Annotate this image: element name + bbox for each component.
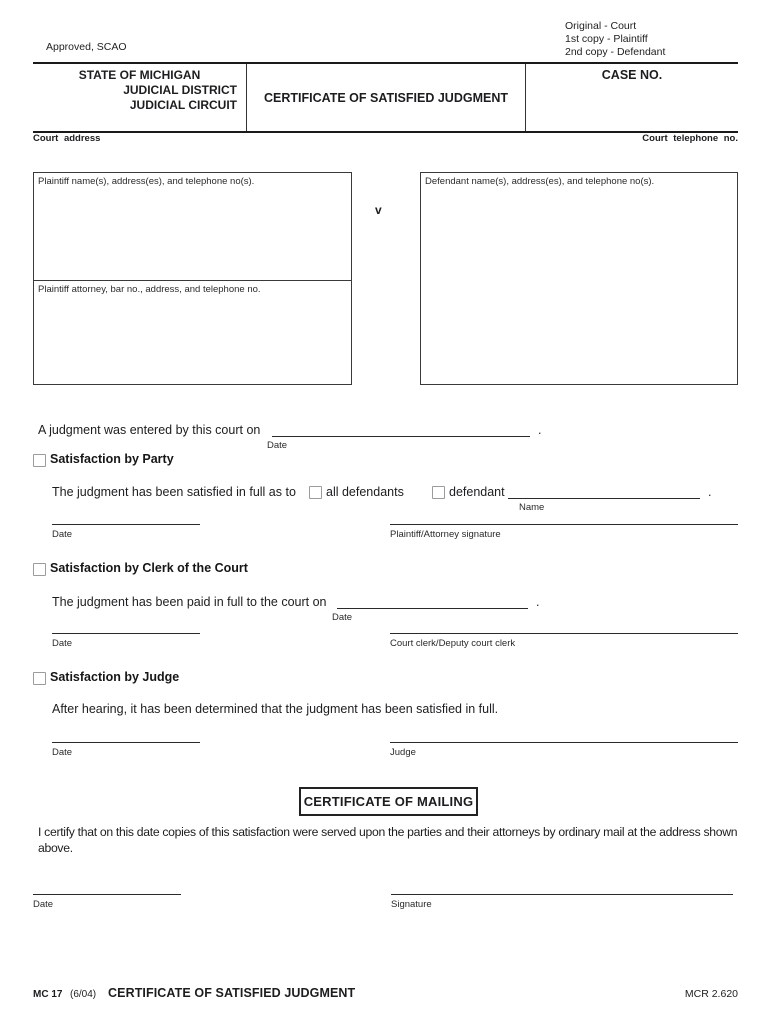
clerk-paid-date-field[interactable]	[337, 608, 528, 609]
copy-second: 2nd copy - Defendant	[565, 46, 666, 58]
satisfaction-by-party-heading: Satisfaction by Party	[50, 452, 174, 466]
form-code: MC 17	[33, 989, 63, 1000]
party-signature-label: Plaintiff/Attorney signature	[390, 529, 501, 540]
form-revision: (6/04)	[70, 989, 97, 1000]
mailing-date-line[interactable]	[33, 894, 181, 895]
court-jurisdiction-cell	[33, 64, 246, 131]
judgment-sentence-period: .	[538, 423, 542, 437]
party-sentence-period: .	[708, 485, 712, 499]
copy-distribution-list	[565, 20, 665, 59]
mailing-signature-line[interactable]	[391, 894, 733, 895]
party-date-line[interactable]	[52, 524, 200, 525]
judicial-district-label: JUDICIAL DISTRICT	[123, 83, 237, 97]
plaintiff-box[interactable]	[33, 172, 352, 385]
judicial-circuit-label: JUDICIAL CIRCUIT	[129, 98, 237, 112]
clerk-signature-label: Court clerk/Deputy court clerk	[390, 638, 516, 649]
case-number-label: CASE NO.	[601, 68, 663, 82]
defendant-name-field[interactable]	[508, 498, 700, 499]
defendant-option-label: defendant	[449, 485, 505, 499]
party-signature-line[interactable]	[390, 524, 738, 525]
form-header-box	[33, 62, 738, 133]
clerk-sentence: The judgment has been paid in full to the court on	[52, 595, 327, 609]
judgment-entered-sentence: A judgment was entered by this court on	[38, 423, 261, 437]
clerk-sentence-period: .	[536, 595, 540, 609]
approved-scao-label: Approved, SCAO	[46, 41, 127, 53]
judge-signature-label: Judge	[390, 747, 416, 758]
satisfaction-by-judge-heading: Satisfaction by Judge	[50, 670, 180, 684]
mailing-date-label: Date	[33, 899, 54, 910]
versus-label: v	[375, 203, 382, 217]
state-title: STATE OF MICHIGAN	[78, 68, 201, 82]
satisfaction-by-clerk-heading: Satisfaction by Clerk of the Court	[50, 561, 248, 575]
clerk-signature-line[interactable]	[390, 633, 738, 634]
satisfaction-by-clerk-checkbox[interactable]	[33, 563, 46, 576]
all-defendants-checkbox[interactable]	[309, 486, 322, 499]
judgment-date-field[interactable]	[272, 436, 530, 437]
clerk-date-line[interactable]	[52, 633, 200, 634]
mailing-signature-label: Signature	[391, 899, 432, 910]
copy-original: Original - Court	[565, 20, 637, 32]
judge-date-line[interactable]	[52, 742, 200, 743]
mailing-certify-paragraph: I certify that on this date copies of this satisfaction were served upon the parties and their attorneys by ordinary mail at the address shown above.	[38, 825, 738, 855]
judge-sentence: After hearing, it has been determined that the judgment has been satisfied in full.	[52, 702, 499, 716]
case-number-cell[interactable]	[525, 64, 738, 131]
judge-date-label: Date	[52, 747, 73, 758]
court-address-label: Court address	[33, 133, 101, 144]
court-telephone-label: Court telephone no.	[642, 133, 738, 144]
judgment-date-underlabel: Date	[267, 440, 288, 451]
satisfaction-by-party-checkbox[interactable]	[33, 454, 46, 467]
form-title: CERTIFICATE OF SATISFIED JUDGMENT	[246, 64, 525, 131]
certificate-of-mailing-title: CERTIFICATE OF MAILING	[299, 787, 478, 816]
plaintiff-attorney-area[interactable]	[34, 281, 351, 298]
copy-first: 1st copy - Plaintiff	[565, 33, 648, 45]
footer-form-title: CERTIFICATE OF SATISFIED JUDGMENT	[108, 986, 356, 1000]
defendant-name-underlabel: Name	[519, 502, 545, 513]
defendant-box[interactable]	[420, 172, 738, 385]
clerk-date-label: Date	[52, 638, 73, 649]
party-date-label: Date	[52, 529, 73, 540]
judge-signature-line[interactable]	[390, 742, 738, 743]
party-sentence: The judgment has been satisfied in full as to	[52, 485, 296, 499]
plaintiff-box-label: Plaintiff name(s), address(es), and telephone no(s).	[38, 176, 255, 187]
defendant-box-label: Defendant name(s), address(es), and telephone no(s).	[425, 176, 655, 187]
plaintiff-name-area[interactable]	[34, 173, 351, 281]
clerk-paid-date-underlabel: Date	[332, 612, 353, 623]
plaintiff-attorney-label: Plaintiff attorney, bar no., address, and telephone no.	[38, 284, 261, 295]
satisfaction-by-judge-checkbox[interactable]	[33, 672, 46, 685]
defendant-checkbox[interactable]	[432, 486, 445, 499]
court-rule-reference: MCR 2.620	[684, 988, 738, 1000]
all-defendants-label: all defendants	[326, 485, 404, 499]
